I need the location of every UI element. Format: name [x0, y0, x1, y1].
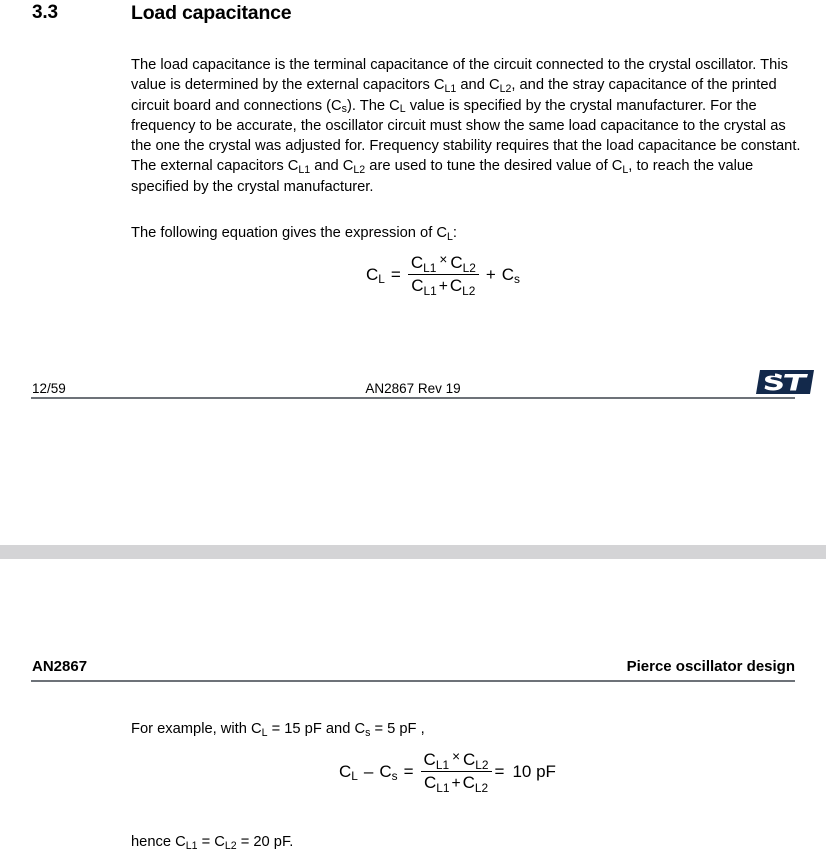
symbol-base: C: [411, 276, 424, 296]
paragraph-example-values: [131, 720, 803, 741]
symbol-base: C: [379, 761, 392, 781]
equation-lhs-first-term: [338, 762, 359, 782]
equation-minus-operator: –: [363, 761, 374, 781]
text-run: The following equation gives the expression of C: [131, 224, 447, 241]
subscript: L1: [185, 839, 198, 852]
equation-lhs-second-term: [378, 762, 398, 782]
fraction-numerator: [421, 750, 492, 771]
paragraph-load-capacitance-definition: [131, 56, 803, 198]
st-logo: [755, 368, 815, 396]
symbol-subscript: L2: [462, 283, 476, 298]
equation-relation: =: [403, 761, 414, 781]
text-run: = 15 pF and C: [267, 720, 366, 737]
multiply-operator: ×: [439, 252, 448, 268]
subscript: L: [622, 164, 629, 177]
section-heading: [0, 2, 826, 32]
text-run: hence C: [131, 833, 186, 850]
symbol-subscript: L1: [435, 757, 450, 772]
subscript: L2: [353, 164, 366, 177]
fraction: [421, 750, 492, 793]
symbol-subscript: s: [514, 272, 520, 287]
document-page-two: [0, 559, 826, 858]
symbol-base: C: [462, 773, 475, 793]
text-run: The load capacitance is the terminal capacitance of the circuit connected to the crystal oscillator. This value is determined by the external capacitors C: [131, 56, 788, 93]
header-document-id: AN2867: [32, 658, 88, 675]
equation-example-computation: [338, 750, 557, 793]
text-run: = 20 pF.: [236, 833, 294, 850]
text-run: and C: [310, 158, 354, 175]
symbol-base: C: [501, 264, 515, 284]
text-run: , to reach the value specified by the crystal manufacturer.: [131, 158, 754, 196]
plus-operator: +: [451, 775, 461, 793]
text-run: , and the stray capacitance of the printed circuit board and connections (C: [131, 76, 777, 114]
symbol-base: C: [410, 253, 424, 272]
subscript: s: [341, 103, 347, 116]
fraction-denominator: [408, 275, 479, 296]
subscript: L1: [298, 164, 311, 177]
text-run: ). The C: [346, 97, 400, 114]
plus-operator: +: [438, 278, 448, 296]
fraction: [408, 253, 479, 296]
symbol-subscript: L1: [436, 780, 450, 795]
text-run: value is specified by the crystal manufacturer. For the frequency to be accurate, the oscillator circuit must show the same load capacitance to the crystal as the one the crystal was adjusted for. Frequency stability requires that the load capacitance be constant. The external capacitors C: [131, 97, 801, 175]
text-run: are used to tune the desired value of C: [365, 158, 623, 175]
header-chapter-title: Pierce oscillator design: [626, 658, 795, 675]
fraction-numerator: [408, 253, 479, 274]
paragraph-conclusion: [131, 833, 803, 854]
symbol-base: C: [463, 750, 476, 769]
symbol-base: C: [449, 276, 463, 296]
symbol-subscript: L2: [475, 757, 489, 772]
section-number: 3.3: [32, 2, 58, 23]
equation-plus-operator: +: [485, 264, 496, 284]
text-run: :: [452, 224, 457, 241]
symbol-base: C: [339, 761, 352, 781]
symbol-base: C: [450, 253, 463, 272]
subscript: L2: [224, 839, 237, 852]
subscript: L1: [444, 82, 457, 95]
paragraph-equation-intro: [131, 224, 803, 245]
symbol-base: C: [423, 773, 437, 793]
symbol-subscript: L1: [423, 283, 437, 298]
subscript: L2: [499, 82, 512, 95]
page-separator-band: [0, 545, 826, 559]
equation-result-relation: =: [494, 761, 505, 781]
symbol-subscript: L: [378, 272, 385, 287]
symbol-subscript: L1: [423, 260, 437, 275]
footer-document-reference: AN2867 Rev 19: [365, 381, 461, 396]
symbol-subscript: L2: [462, 260, 476, 275]
symbol-base: C: [366, 264, 379, 284]
equation-relation: =: [390, 264, 401, 284]
symbol-subscript: s: [391, 769, 398, 784]
text-run: For example, with C: [131, 720, 262, 737]
section-title: Load capacitance: [131, 2, 292, 24]
equation-load-capacitance: [365, 253, 521, 296]
text-run: and C: [456, 76, 500, 93]
multiply-operator: ×: [452, 749, 461, 765]
header-divider: [31, 680, 795, 682]
footer-page-number: 12/59: [32, 381, 66, 396]
subscript: L: [261, 726, 268, 739]
subscript: L: [446, 230, 453, 243]
footer-divider: [31, 397, 795, 399]
subscript: s: [365, 726, 371, 739]
symbol-subscript: L2: [474, 780, 489, 795]
equation-stray-term: [501, 265, 521, 285]
symbol-base: C: [423, 750, 436, 769]
text-run: = C: [197, 833, 225, 850]
subscript: L: [399, 103, 406, 116]
text-run: = 5 pF ,: [370, 720, 425, 737]
symbol-subscript: L: [351, 769, 358, 784]
equation-lhs: [365, 265, 386, 285]
fraction-denominator: [421, 772, 492, 793]
equation-result-value: 10 pF: [512, 761, 556, 781]
